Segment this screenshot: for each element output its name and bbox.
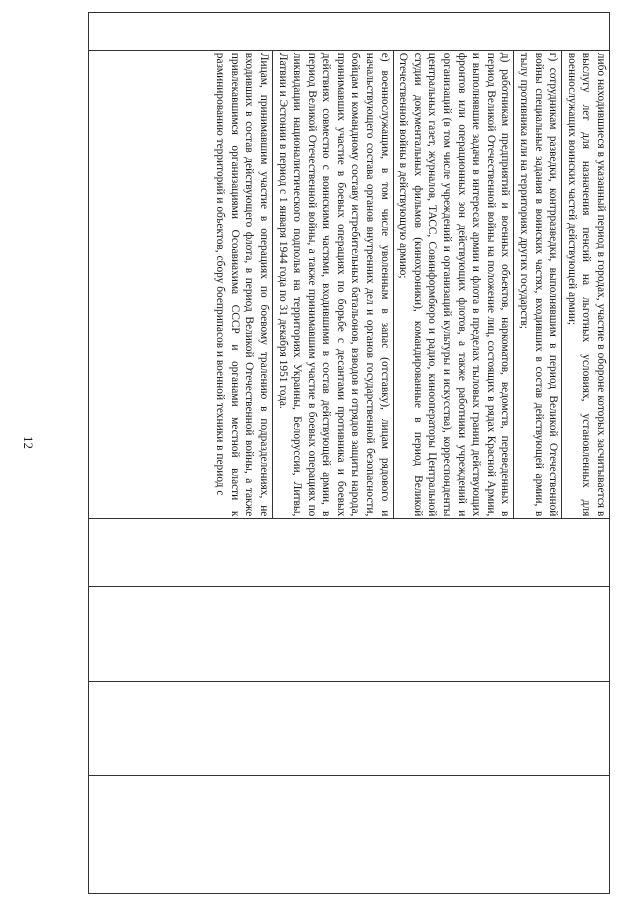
document-table [88,12,610,894]
page-number: 12 [21,436,36,449]
rotated-table-page [88,12,610,894]
paragraph-g: г) сотрудникам разведки, контрразведки, выполнявшим в период Великой Отечественной войны специальные задания в воинских частях, входивших в состав действующей армии, в тылу противника или на территориях других государств; [513,51,561,519]
empty-cell-1 [89,519,610,587]
paragraph-e: е) военнослужащим, в том числе уволенным в запас (отставку), лицам рядового и начальствующего состава органов внутренних дел и органов государственной безопасности, бойцам и командному составу истребительных батальонов, взводов и отрядов защиты народа, принимавших участие в боевых операциях по борьбе с десантами противника и боевых действиях совместно с воинскими частями, входившими в состав действующей армии, в период Великой Отечественной войны, а также принимавшим участие в боевых операциях по ликвидации националистического подполья на территориях Украины, Белоруссии, Литвы, Латвии и Эстонии в период с 1 января 1944 года по 31 декабря 1951 года. [272,51,393,519]
paragraph-continuation: либо находившиеся в указанный период в городах, участие в обороне которых засчитывается в выслугу лет для назначения пенсий на льготных условиях, установленных для военнослужащих воинских частей действующей армии; [561,51,609,519]
paragraph-trawling: Лицам, принимавшим участие в операциях по боевому тралению в подразделениях, не входивших в состав действующего флота, в период Великой Отечественной войны, а также привлекавшимся организациями Осоавиахима СССР и органами местной власти к разминированию территорий и объектов, сбору боеприпасов и военной техники в период с [214,52,270,517]
empty-cell-4 [89,775,610,893]
paragraph-d: д) работникам предприятий и военных объектов, наркоматов, ведомств, переведенных в период Великой Отечественной войны на положение лиц, состоящих в рядах Красной Армии, и выполнявшие задачи в интересах армии и флота в пределах тыловых границ действующих фронтов или операционных зон действующих флотов, а также работники учреждений и организаций (в том числе учреждений и организаций культуры и искусства), корреспонденты центральных газет, журналов, ТАСС, Совинформбюро и радио, кинооператоры Центральной студии документальных фильмов (кинохроники), командированные в период Великой Отечественной войны в действующую армию; [393,51,514,519]
text-cell [89,50,610,519]
empty-cell-left [89,13,610,51]
empty-cell-2 [89,586,610,681]
empty-cell-3 [89,682,610,776]
table-row [89,13,610,894]
